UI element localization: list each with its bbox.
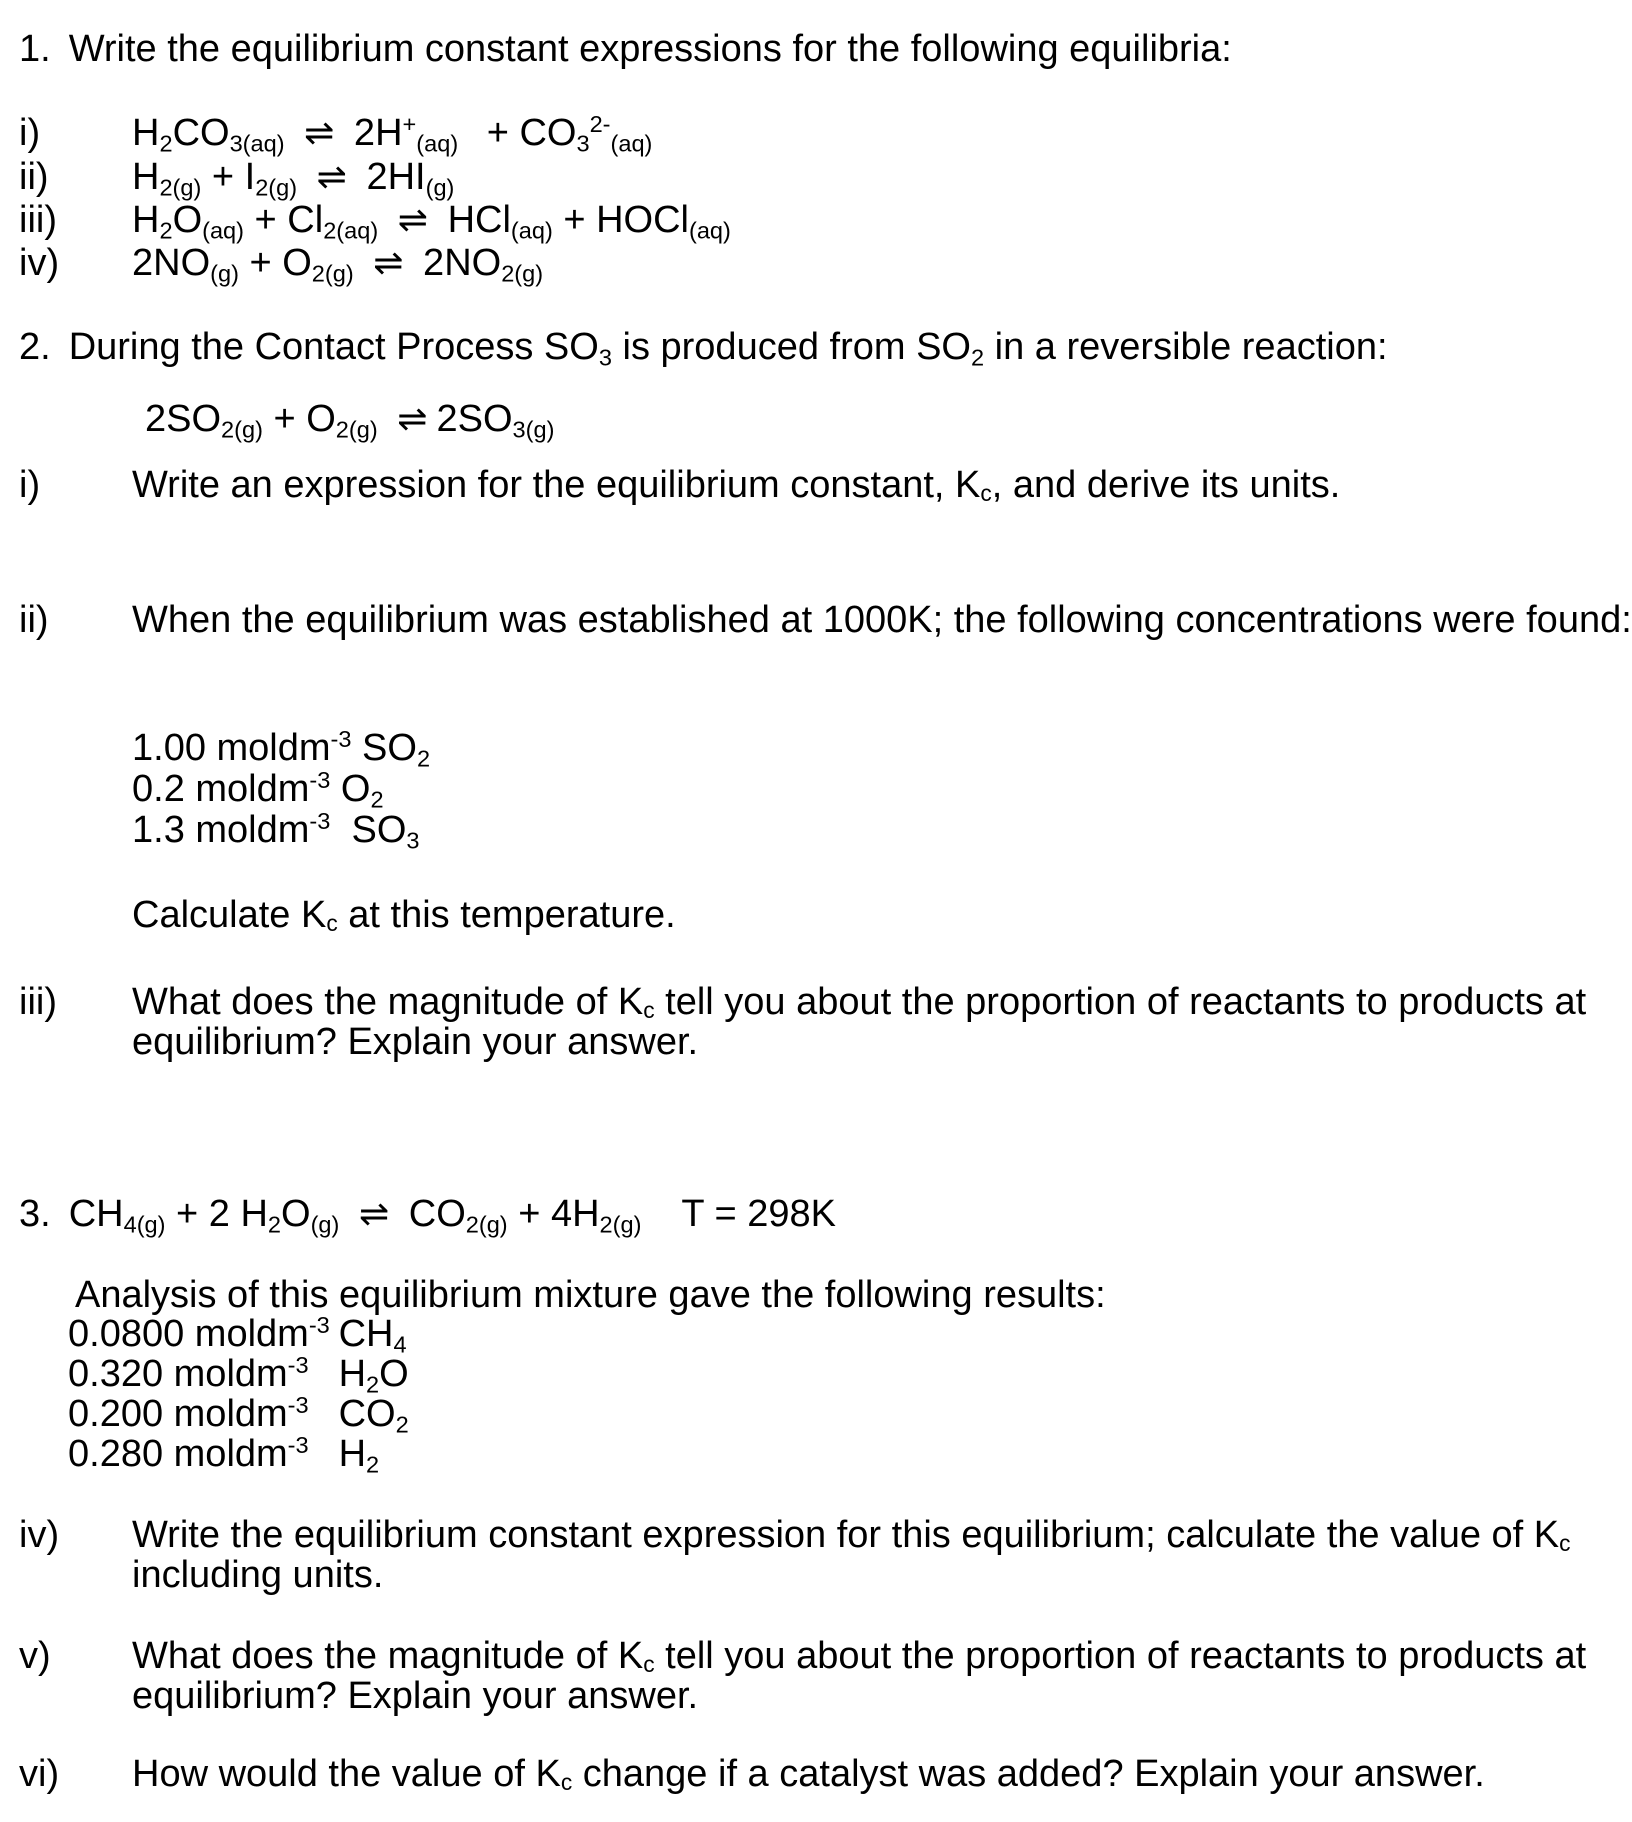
- q1-label-i: i): [19, 112, 41, 154]
- q3-part-vi-line1: How would the value of $K_c$ change if a catalyst was added? Explain your answer.: [132, 1753, 1485, 1796]
- q3-analysis: Analysis of this equilibrium mixture gave the following results:: [75, 1274, 1106, 1316]
- q3-part-v-line1: What does the magnitude of $K_c$ tell you about the proportion of reactants to products at: [132, 1635, 1587, 1678]
- q3-conc-ch4: 0.0800 moldm$^{-3}$ $CH_4$: [68, 1312, 407, 1358]
- q3-part-v-line2: equilibrium? Explain your answer.: [132, 1675, 699, 1717]
- q1-heading: [19, 27, 1232, 71]
- q1-number: 1.: [19, 28, 51, 70]
- q1-label-iii: iii): [19, 199, 57, 241]
- q3-label-vi: vi): [19, 1753, 60, 1795]
- q3-conc-h2o: 0.320 moldm$^{-3}$ $H_2O$: [68, 1352, 409, 1398]
- q1-equation-iv: $2NO_{(g)} + O_{2(g)}$ ⇌ $2NO_{2(g)}$: [132, 242, 544, 287]
- q3-conc-h2: 0.280 moldm$^{-3}$ $H_2$: [68, 1432, 380, 1478]
- q2-conc-o2: 0.2 moldm$^{-3}$ $O_2$: [132, 767, 384, 813]
- q1-equation-iii: $H_2O_{(aq)} + Cl_{2(aq)}$ ⇌ HCl$_{(aq)}$ + HOCl$_{(aq)}$: [132, 199, 731, 244]
- q2-calc-text: Calculate $K_c$ at this temperature.: [132, 894, 676, 937]
- q2-heading: 2. During the Contact Process $SO_3$ is produced from $SO_2$ in a reversible reaction:: [19, 326, 1388, 371]
- q2-part-iii-line2: equilibrium? Explain your answer.: [132, 1021, 699, 1063]
- q2-part-iii-line1: What does the magnitude of $K_c$ tell you about the proportion of reactants to products at: [132, 981, 1587, 1024]
- q2-label-i: i): [19, 464, 41, 506]
- q3-conc-co2: 0.200 moldm$^{-3}$ $CO_2$: [68, 1392, 409, 1438]
- q3-part-iv-line2: including units.: [132, 1554, 384, 1596]
- q2-number: 2.: [19, 326, 51, 368]
- q1-title: Write the equilibrium constant expressions for the following equilibria:: [68, 28, 1232, 70]
- q3-temperature: T = 298K: [681, 1193, 836, 1235]
- q2-equation: $2SO_{2(g)} + O_{2(g)}$ ⇌ $2SO_{3(g)}$: [145, 398, 555, 443]
- q3-number: 3.: [19, 1193, 51, 1235]
- q3-part-iv-line1: Write the equilibrium constant expression for this equilibrium; calculate the value of $K_c$: [132, 1514, 1571, 1557]
- q2-part-ii-text: When the equilibrium was established at 1000K; the following concentrations were found:: [132, 599, 1632, 641]
- q3-equation: 3. $CH_{4(g)} + 2$ $H_2O_{(g)}$ ⇌ $CO_{2(g)} + 4H_{2(g)}$ T = 298K: [19, 1193, 836, 1238]
- q3-label-iv: iv): [19, 1514, 60, 1556]
- q2-conc-so3: 1.3 moldm$^{-3}$ $SO_3$: [132, 808, 420, 854]
- q2-label-iii: iii): [19, 981, 57, 1023]
- q2-conc-so2: 1.00 moldm$^{-3}$ $SO_2$: [132, 726, 431, 772]
- q2-label-ii: ii): [19, 599, 49, 641]
- q1-equation-ii: $H_{2(g)} + I_{2(g)}$ ⇌ $2HI_{(g)}$: [132, 156, 455, 201]
- q3-label-v: v): [19, 1635, 51, 1677]
- q2-part-i-text: Write an expression for the equilibrium constant, $K_c$, and derive its units.: [132, 464, 1341, 507]
- q1-label-iv: iv): [19, 242, 60, 284]
- q1-label-ii: ii): [19, 156, 49, 198]
- q1-equation-i: $H_2CO_{3(aq)}$ ⇌ $2H^+_{(aq)} + CO_3^{2-}_{(aq)}$: [132, 111, 653, 157]
